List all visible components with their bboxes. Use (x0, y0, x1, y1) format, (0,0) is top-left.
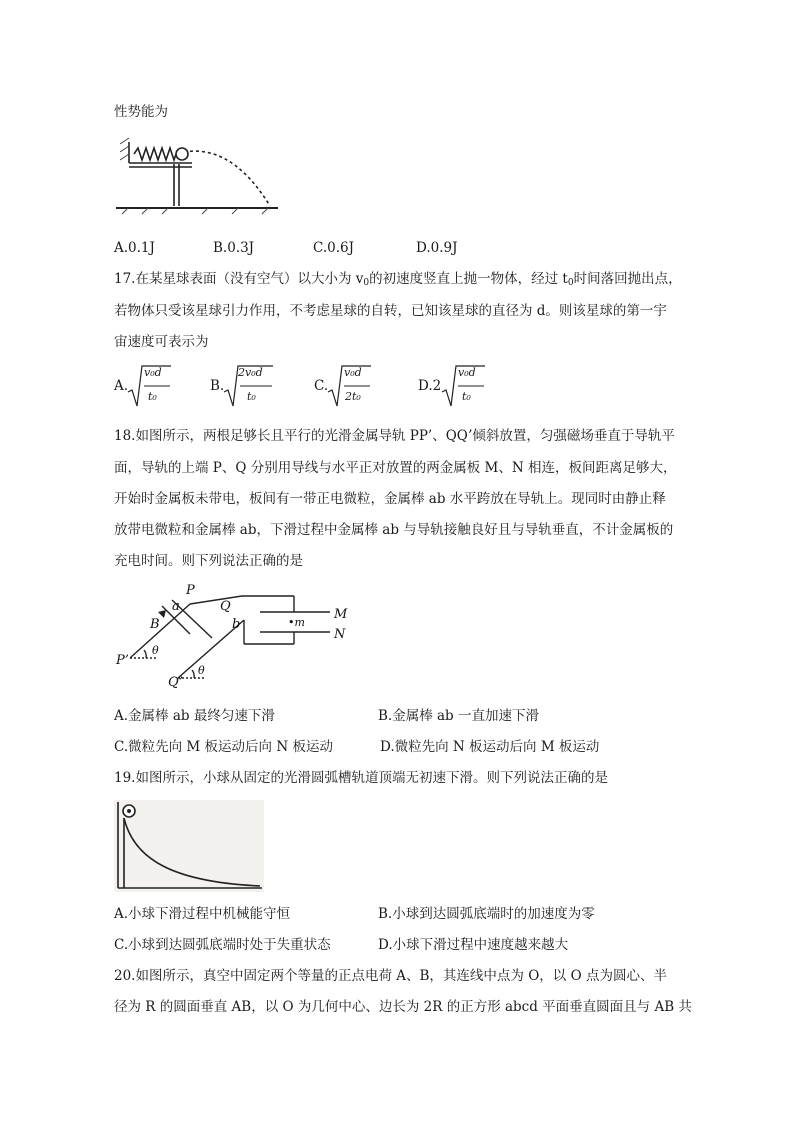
option-c: C.小球到达圆弧底端时处于失重状态 (114, 937, 331, 953)
label-q-prime: Q’ (168, 675, 184, 690)
question-17-line-2: 若物体只受该星球引力作用，不考虑星球的自转，已知该星球的直径为 d。则该星球的第一宇 (114, 303, 667, 319)
option-c: C.微粒先向 M 板运动后向 N 板运动 (114, 739, 333, 755)
label-p: P (186, 583, 195, 598)
question-16-stem-tail: 性势能为 (114, 104, 168, 120)
label-m-plate: M (334, 607, 348, 622)
question-18-line-1: 18.如图所示，两根足够长且平行的光滑金属导轨 PP’、QQ’倾斜放置，匀强磁场垂直于导轨平 (114, 428, 675, 444)
option-b-label: B. (210, 378, 225, 394)
option-d: D.小球下滑过程中速度越来越大 (378, 937, 569, 953)
question-18-line-4: 放带电微粒和金属棒 ab，下滑过程中金属棒 ab 与导轨接触良好且与导轨垂直，不计金属板的 (114, 522, 674, 538)
fraction-a-numerator: v₀d (144, 366, 162, 379)
rails-capacitor-figure (112, 582, 362, 690)
question-18-line-2: 面，导轨的上端 P、Q 分别用导线与水平正对放置的两金属板 M、N 相连，板间距离足够大， (114, 460, 677, 476)
fraction-d-numerator: v₀d (458, 366, 476, 379)
question-18-line-3: 开始时金属板未带电，板间有一带正电微粒，金属棒 ab 水平跨放在导轨上。现同时由静止释 (114, 491, 666, 507)
question-17-line-1: 17.在某星球表面（没有空气）以大小为 $v_0$的初速度竖直上抛一物体，经过 $t_0$时间落回抛出点， (114, 271, 682, 288)
option-b: B.小球到达圆弧底端时的加速度为零 (378, 906, 595, 922)
question-20-line-1: 20.如图所示，真空中固定两个等量的正点电荷 A、B，其连线中点为 O，以 O 点为圆心、半 (114, 968, 667, 984)
arc-track-figure (114, 800, 264, 892)
label-p-prime: P’ (116, 653, 129, 668)
fraction-b-denominator: t₀ (247, 390, 256, 403)
label-theta-2: θ (198, 664, 205, 677)
option-a: A.小球下滑过程中机械能守恒 (114, 906, 291, 922)
label-q: Q (220, 599, 231, 614)
option-b: B.金属棒 ab 一直加速下滑 (378, 708, 539, 724)
fraction-b-numerator: 2v₀d (238, 366, 263, 379)
question-20-line-2: 径为 R 的圆面垂直 AB，以 O 为几何中心、边长为 2R 的正方形 abcd 平面垂直圆面且与 AB 共 (114, 999, 692, 1015)
fraction-d-denominator: t₀ (462, 390, 471, 403)
fraction-c-numerator: v₀d (344, 366, 362, 379)
option-d-label: D.2 (418, 378, 442, 394)
question-19-line-1: 19.如图所示，小球从固定的光滑圆弧槽轨道顶端无初速下滑。则下列说法正确的是 (114, 770, 608, 786)
option-d: D.0.9J (416, 240, 458, 256)
option-c-label: C. (314, 378, 329, 394)
label-particle-m: •m (288, 616, 305, 629)
option-d: D.微粒先向 N 板运动后向 M 板运动 (380, 739, 600, 755)
option-a-label: A. (114, 378, 129, 394)
label-theta-1: θ (152, 644, 159, 657)
label-a: a (172, 599, 180, 614)
spring-launcher-figure (112, 136, 282, 216)
option-b: B.0.3J (213, 240, 255, 256)
label-n-plate: N (334, 627, 346, 642)
fraction-a-denominator: t₀ (148, 390, 157, 403)
fraction-c-denominator: 2t₀ (345, 390, 361, 403)
option-c: C.0.6J (313, 240, 355, 256)
question-18-line-5: 充电时间。则下列说法正确的是 (114, 553, 303, 569)
option-a: A.金属棒 ab 最终匀速下滑 (114, 708, 275, 724)
option-a: A.0.1J (114, 240, 155, 256)
label-b: b (232, 617, 241, 632)
question-17-line-3: 宙速度可表示为 (114, 334, 209, 350)
label-field-b: B (150, 617, 160, 632)
